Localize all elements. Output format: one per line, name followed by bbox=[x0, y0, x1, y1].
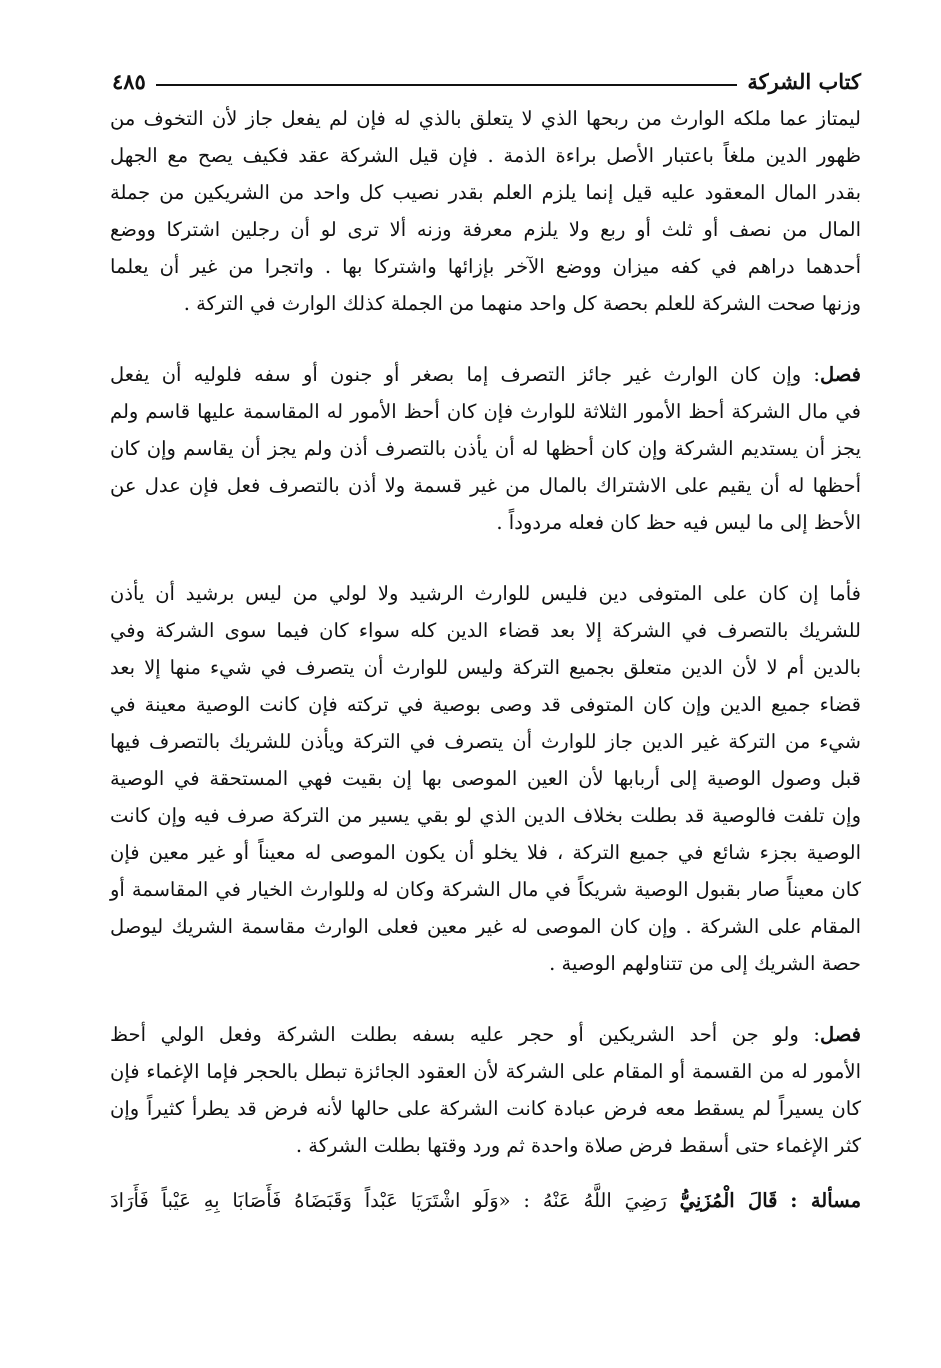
text-line: الأحظ إلى ما ليس فيه حظ كان فعله مردوداً . bbox=[496, 511, 861, 534]
text-line: ظهور الدين ملغاً باعتبار الأصل براءة الذمة . فإن قيل الشركة عقد فكيف يصح مع الجهل bbox=[110, 144, 861, 167]
paragraph-4 bbox=[110, 1016, 861, 1164]
text-line: المال من نصف أو ثلث أو ربع ولا يلزم معرفة وزنه ألا ترى لو أن رجلين اشتركا ووضع bbox=[110, 218, 861, 241]
paragraph-2 bbox=[110, 356, 861, 541]
running-header bbox=[112, 58, 861, 92]
text-line: أحدهما دراهم في كفه ميزان ووضع الآخر بإزائها واشتركا بها . واتجرا من غير أن يعلما bbox=[110, 255, 861, 278]
header-rule bbox=[156, 84, 738, 86]
text-line: الأمور له من القسمة أو المقام على الشركة لأن العقود الجائزة تبطل بالحجر فإما الإغماء فإن bbox=[110, 1060, 861, 1083]
text-line bbox=[110, 356, 861, 393]
text-line bbox=[110, 1182, 861, 1219]
paragraph-gap bbox=[110, 982, 861, 1016]
text-line: كان يسيراً لم يسقط معه فرض عبادة كانت الشركة على حالها لأنه فرض قد يطرأ كثيراً وإن bbox=[110, 1097, 861, 1120]
paragraph-gap bbox=[110, 1164, 861, 1182]
text-line: للشريك بالتصرف في الشركة إلا بعد قضاء الدين كله سواء كان فيما سوى الشركة وفي bbox=[110, 619, 861, 642]
section-keyword: فصل bbox=[820, 363, 861, 386]
text-line: فأما إن كان على المتوفى دين فليس للوارث الرشيد ولا لولي من ليس برشيد أن يأذن bbox=[110, 582, 861, 605]
text-run: : وإن كان الوارث غير جائز التصرف إما بصغر أو جنون أو سفه فلوليه أن يفعل bbox=[110, 363, 820, 386]
text-run: : ولو جن أحد الشريكين أو حجر عليه بسفه بطلت الشركة وفعل الولي أحظ bbox=[110, 1023, 820, 1046]
text-line: أحظها له أن يقيم على الاشتراك بالمال من غير قسمة ولا أذن بالتصرف فعل فإن عدل عن bbox=[110, 474, 861, 497]
text-line bbox=[110, 1016, 861, 1053]
text-line: بقدر المال المعقود عليه قيل إنما يلزم العلم بقدر نصيب كل واحد من الشريكين من جملة bbox=[110, 181, 861, 204]
section-keyword: فصل bbox=[820, 1023, 861, 1046]
text-line: الوصية بجزء شائع في جميع التركة ، فلا يخلو أن يكون الموصى له معيناً أو غير معين فإن bbox=[110, 841, 861, 864]
text-line: في مال الشركة أحظ الأمور الثلاثة للوارث فإن كان أحظ الأمور له المقاسمة عليها قاسم ولم bbox=[110, 400, 861, 423]
paragraph-5 bbox=[110, 1182, 861, 1219]
book-title: كتاب الشركة bbox=[747, 69, 861, 94]
paragraph-gap bbox=[110, 541, 861, 575]
text-line: وإن تلفت فالوصية قد بطلت بخلاف الدين الذي لو بقي يسير من التركة صرف فيه وإن كانت bbox=[110, 804, 861, 827]
text-line: ليمتاز عما ملكه الوارث من ربحها الذي لا يتعلق بالذي له فإن لم يفعل جاز لأن التخوف من bbox=[110, 107, 861, 130]
text-line: يجز أن يستديم الشركة وإن كان أحظها له أن يأذن بالتصرف أذن ولم يجز أن يقاسم وإن كان bbox=[110, 437, 861, 460]
speaker-name: قَالَ الْمُزَنِيُّ bbox=[679, 1189, 778, 1212]
text-line: كثر الإغماء حتى أسقط فرض صلاة واحدة ثم ورد وقتها بطلت الشركة . bbox=[295, 1134, 861, 1157]
body-text bbox=[110, 100, 861, 1219]
paragraph-3 bbox=[110, 575, 861, 982]
text-line: بالدين أم لا لأن الدين متعلق بجميع التركة وليس للوارث أن يتصرف في شيء منها إلا بعد bbox=[110, 656, 861, 679]
page-number: ٤٨٥ bbox=[112, 69, 146, 94]
paragraph-1 bbox=[110, 100, 861, 322]
text-line: حصة الشريك إلى من تتناولهم الوصية . bbox=[549, 952, 861, 975]
text-line: كان معيناً صار بقبول الوصية شريكاً في مال الشركة وكان له وللوارث الخيار في المقاسمة أو bbox=[110, 878, 861, 901]
text-line: المقام على الشركة . وإن كان الموصى له غير معين فعلى الوارث مقاسمة الشريك ليوصل bbox=[110, 915, 861, 938]
paragraph-gap bbox=[110, 322, 861, 356]
text-line: شيء من التركة غير الدين جاز للوارث أن يتصرف في التركة ويأذن للشريك بالتصرف فيها bbox=[110, 730, 861, 753]
text-line: وزنها صحت الشركة للعلم بحصة كل واحد منهما من الجملة كذلك الوارث في التركة . bbox=[183, 292, 861, 315]
issue-label: مسألة : bbox=[790, 1189, 862, 1212]
text-line: قبل وصول الوصية إلى أربابها لأن العين الموصى بها إن بقيت فهي المستحقة في الوصية bbox=[110, 767, 861, 790]
text-line: قضاء جميع الدين وإن كان المتوفى قد وصى بوصية في تركته فإن كانت الوصية معينة في bbox=[110, 693, 861, 716]
honorific: رَضِيَ اللَّهُ عَنْهُ : bbox=[523, 1189, 667, 1212]
quoted-text: «وَلَو اشْتَرَيَا عَبْداً وَقَبَضَاهُ فَأَصَابَا بِهِ عَيْباً فَأَرَادَ bbox=[110, 1189, 511, 1212]
